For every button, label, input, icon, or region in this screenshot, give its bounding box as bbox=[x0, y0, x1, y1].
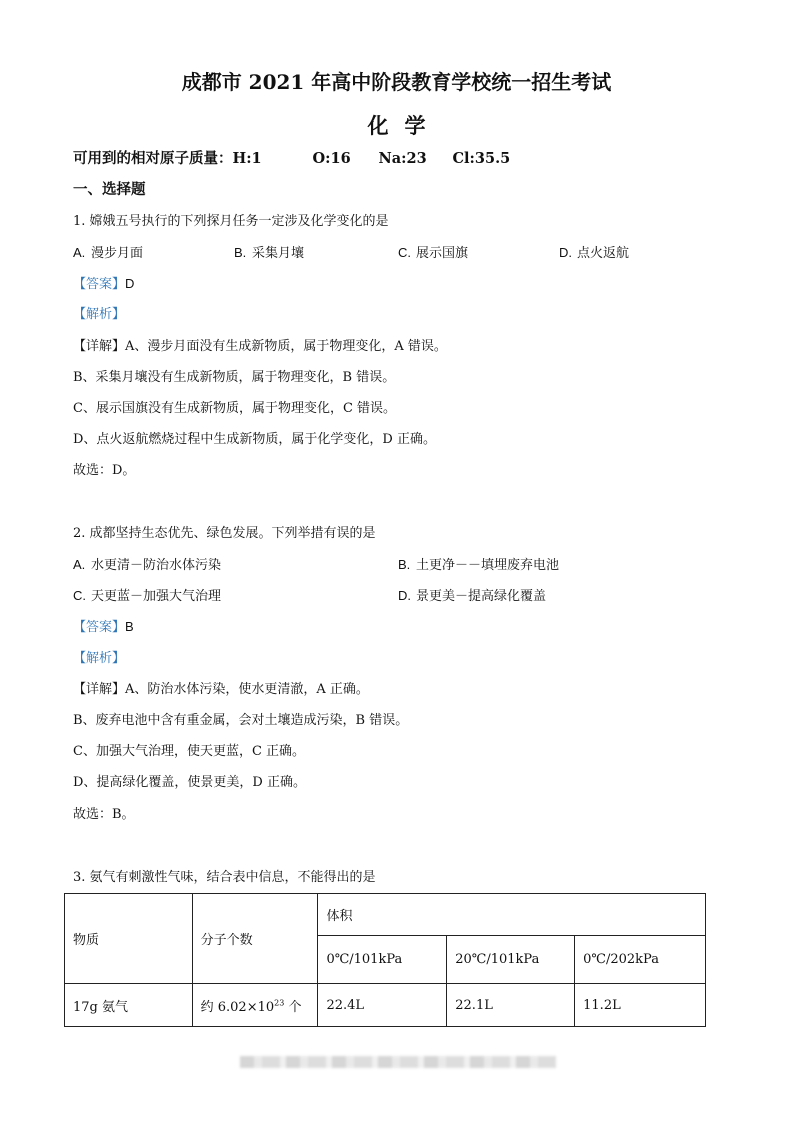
q2-detail-line: D、提高绿化覆盖，使景更美，D 正确。 bbox=[73, 775, 306, 790]
header-molecules: 分子个数 bbox=[192, 894, 318, 984]
mass-na: Na:23 bbox=[378, 150, 427, 167]
atomic-masses-label: 可用到的相对原子质量： bbox=[73, 150, 233, 167]
q1-detail-line: D、点火返航燃烧过程中生成新物质，属于化学变化，D 正确。 bbox=[73, 432, 436, 447]
volume-cell: 22.1L bbox=[447, 984, 575, 1027]
mass-h: H:1 bbox=[232, 150, 262, 167]
answer-tag: 【答案】 bbox=[73, 277, 126, 292]
q1-stem: 1. 嫦娥五号执行的下列探月任务一定涉及化学变化的是 bbox=[73, 214, 389, 229]
molecules-cell: 约 $6.02\times 10^{23}$ 个 bbox=[192, 984, 318, 1027]
condition-cell: 0℃/101kPa bbox=[318, 936, 447, 984]
mass-o: O:16 bbox=[312, 150, 351, 167]
exam-title: 成都市 2021 年高中阶段教育学校统一招生考试 bbox=[181, 70, 612, 94]
q2-detail-line: 【详解】A、防治水体污染，使水更清澈，A 正确。 bbox=[73, 682, 369, 697]
blurred-footer bbox=[240, 1056, 556, 1068]
q1-conclusion: 故选：D。 bbox=[73, 463, 136, 478]
q1-detail-line: B、采集月壤没有生成新物质，属于物理变化，B 错误。 bbox=[73, 370, 396, 385]
q2-option-b: B. 土更净－－填埋废弃电池 bbox=[398, 557, 560, 573]
answer-value: D bbox=[125, 276, 135, 291]
q1-answer bbox=[73, 275, 134, 294]
answer-tag: 【答案】 bbox=[73, 620, 126, 635]
q2-answer bbox=[73, 618, 134, 637]
q1-option-a: A. 漫步月面 bbox=[73, 245, 144, 261]
q2-analysis-tag: 【解析】 bbox=[73, 651, 126, 666]
q1-option-b: B. 采集月壤 bbox=[234, 245, 305, 261]
detail-tag: 【详解】 bbox=[73, 339, 126, 354]
substance-cell: 17g 氨气 bbox=[65, 984, 193, 1027]
q2-conclusion: 故选：B。 bbox=[73, 807, 135, 822]
q1-option-d: D. 点火返航 bbox=[559, 245, 630, 261]
q2-option-d: D. 景更美－提高绿化覆盖 bbox=[398, 588, 547, 604]
q1-detail-line: 【详解】A、漫步月面没有生成新物质，属于物理变化，A 错误。 bbox=[73, 339, 447, 354]
subject-title: 化学 bbox=[367, 113, 442, 138]
exponent: 23 bbox=[274, 998, 285, 1008]
header-volume: 体积 bbox=[318, 894, 706, 936]
atomic-masses bbox=[73, 150, 510, 168]
q1-analysis-tag: 【解析】 bbox=[73, 307, 126, 322]
volume-cell: 11.2L bbox=[575, 984, 706, 1027]
q3-stem: 3. 氨气有刺激性气味，结合表中信息，不能得出的是 bbox=[73, 870, 376, 885]
q2-detail-line: C、加强大气治理，使天更蓝，C 正确。 bbox=[73, 744, 306, 759]
header-substance: 物质 bbox=[65, 894, 193, 984]
q2-stem: 2. 成都坚持生态优先、绿色发展。下列举措有误的是 bbox=[73, 526, 376, 541]
q1-detail-line: C、展示国旗没有生成新物质，属于物理变化，C 错误。 bbox=[73, 401, 397, 416]
volume-cell: 22.4L bbox=[318, 984, 447, 1027]
condition-cell: 20℃/101kPa bbox=[447, 936, 575, 984]
answer-value: B bbox=[125, 619, 134, 634]
ammonia-table bbox=[64, 893, 706, 1027]
q2-option-c: C. 天更蓝－加强大气治理 bbox=[73, 588, 222, 604]
condition-cell: 0℃/202kPa bbox=[575, 936, 706, 984]
q2-option-a: A. 水更清－防治水体污染 bbox=[73, 557, 222, 573]
section-heading: 一、选择题 bbox=[73, 181, 146, 198]
q1-option-c: C. 展示国旗 bbox=[398, 245, 469, 261]
detail-tag: 【详解】 bbox=[73, 682, 126, 697]
mass-cl: Cl:35.5 bbox=[452, 150, 511, 167]
q2-detail-line: B、废弃电池中含有重金属，会对土壤造成污染，B 错误。 bbox=[73, 713, 409, 728]
